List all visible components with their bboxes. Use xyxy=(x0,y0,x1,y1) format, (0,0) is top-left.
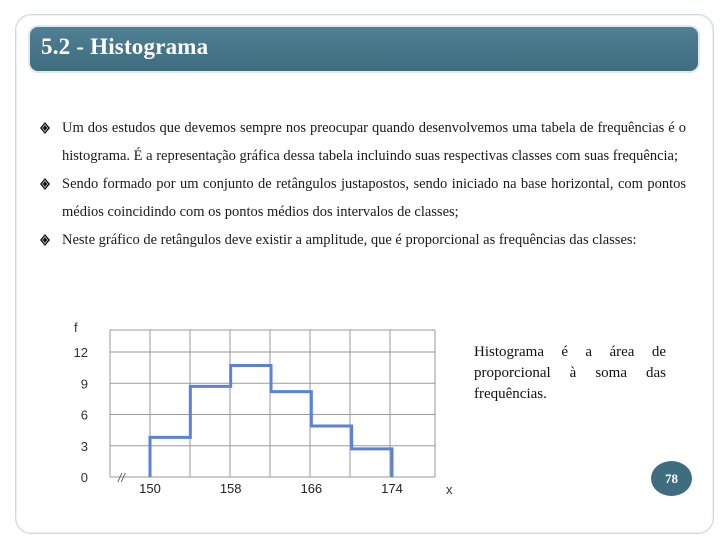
diamond-bullet-icon xyxy=(38,170,52,198)
y-tick-label: 12 xyxy=(73,345,88,360)
bullet-item xyxy=(38,114,686,170)
x-tick-label: 158 xyxy=(219,481,242,496)
y-tick-label: 9 xyxy=(80,376,88,392)
y-axis-label: f xyxy=(74,320,78,335)
y-tick-label: 0 xyxy=(80,470,88,485)
histogram-note: Histograma é a área de proporcional à soma das frequências. xyxy=(474,344,666,402)
histogram-chart xyxy=(60,318,460,508)
bullet-text: Sendo formado por um conjunto de retângulos justapostos, sendo iniciado na base horizontal, com pontos médios coincidindo com os pontos médios dos intervalos de classes; xyxy=(62,176,686,220)
bullet-list xyxy=(38,114,686,254)
title-bar xyxy=(30,27,698,71)
bullet-item xyxy=(38,226,686,254)
axis-break-mark: // xyxy=(118,471,125,485)
slide-title: 5.2 - Histograma xyxy=(41,34,209,59)
x-tick-label: 174 xyxy=(381,481,403,496)
y-tick-label: 3 xyxy=(80,438,88,454)
page-number-badge: 78 xyxy=(651,461,692,496)
bullet-item xyxy=(38,170,686,226)
x-tick-label: 166 xyxy=(300,481,323,496)
x-axis-label: x xyxy=(446,482,453,497)
diamond-bullet-icon xyxy=(38,226,52,254)
bullet-text: Um dos estudos que devemos sempre nos preocupar quando desenvolvemos uma tabela de frequências é o histograma. É a representação gráfica dessa tabela incluindo suas respectivas classes com suas frequência; xyxy=(62,120,686,164)
diamond-bullet-icon xyxy=(38,114,52,142)
bullet-text: Neste gráfico de retângulos deve existir a amplitude, que é proporcional as frequências das classes: xyxy=(62,232,637,248)
y-tick-label: 6 xyxy=(80,407,88,423)
x-tick-label: 150 xyxy=(139,481,161,496)
histogram-bars xyxy=(150,366,392,477)
